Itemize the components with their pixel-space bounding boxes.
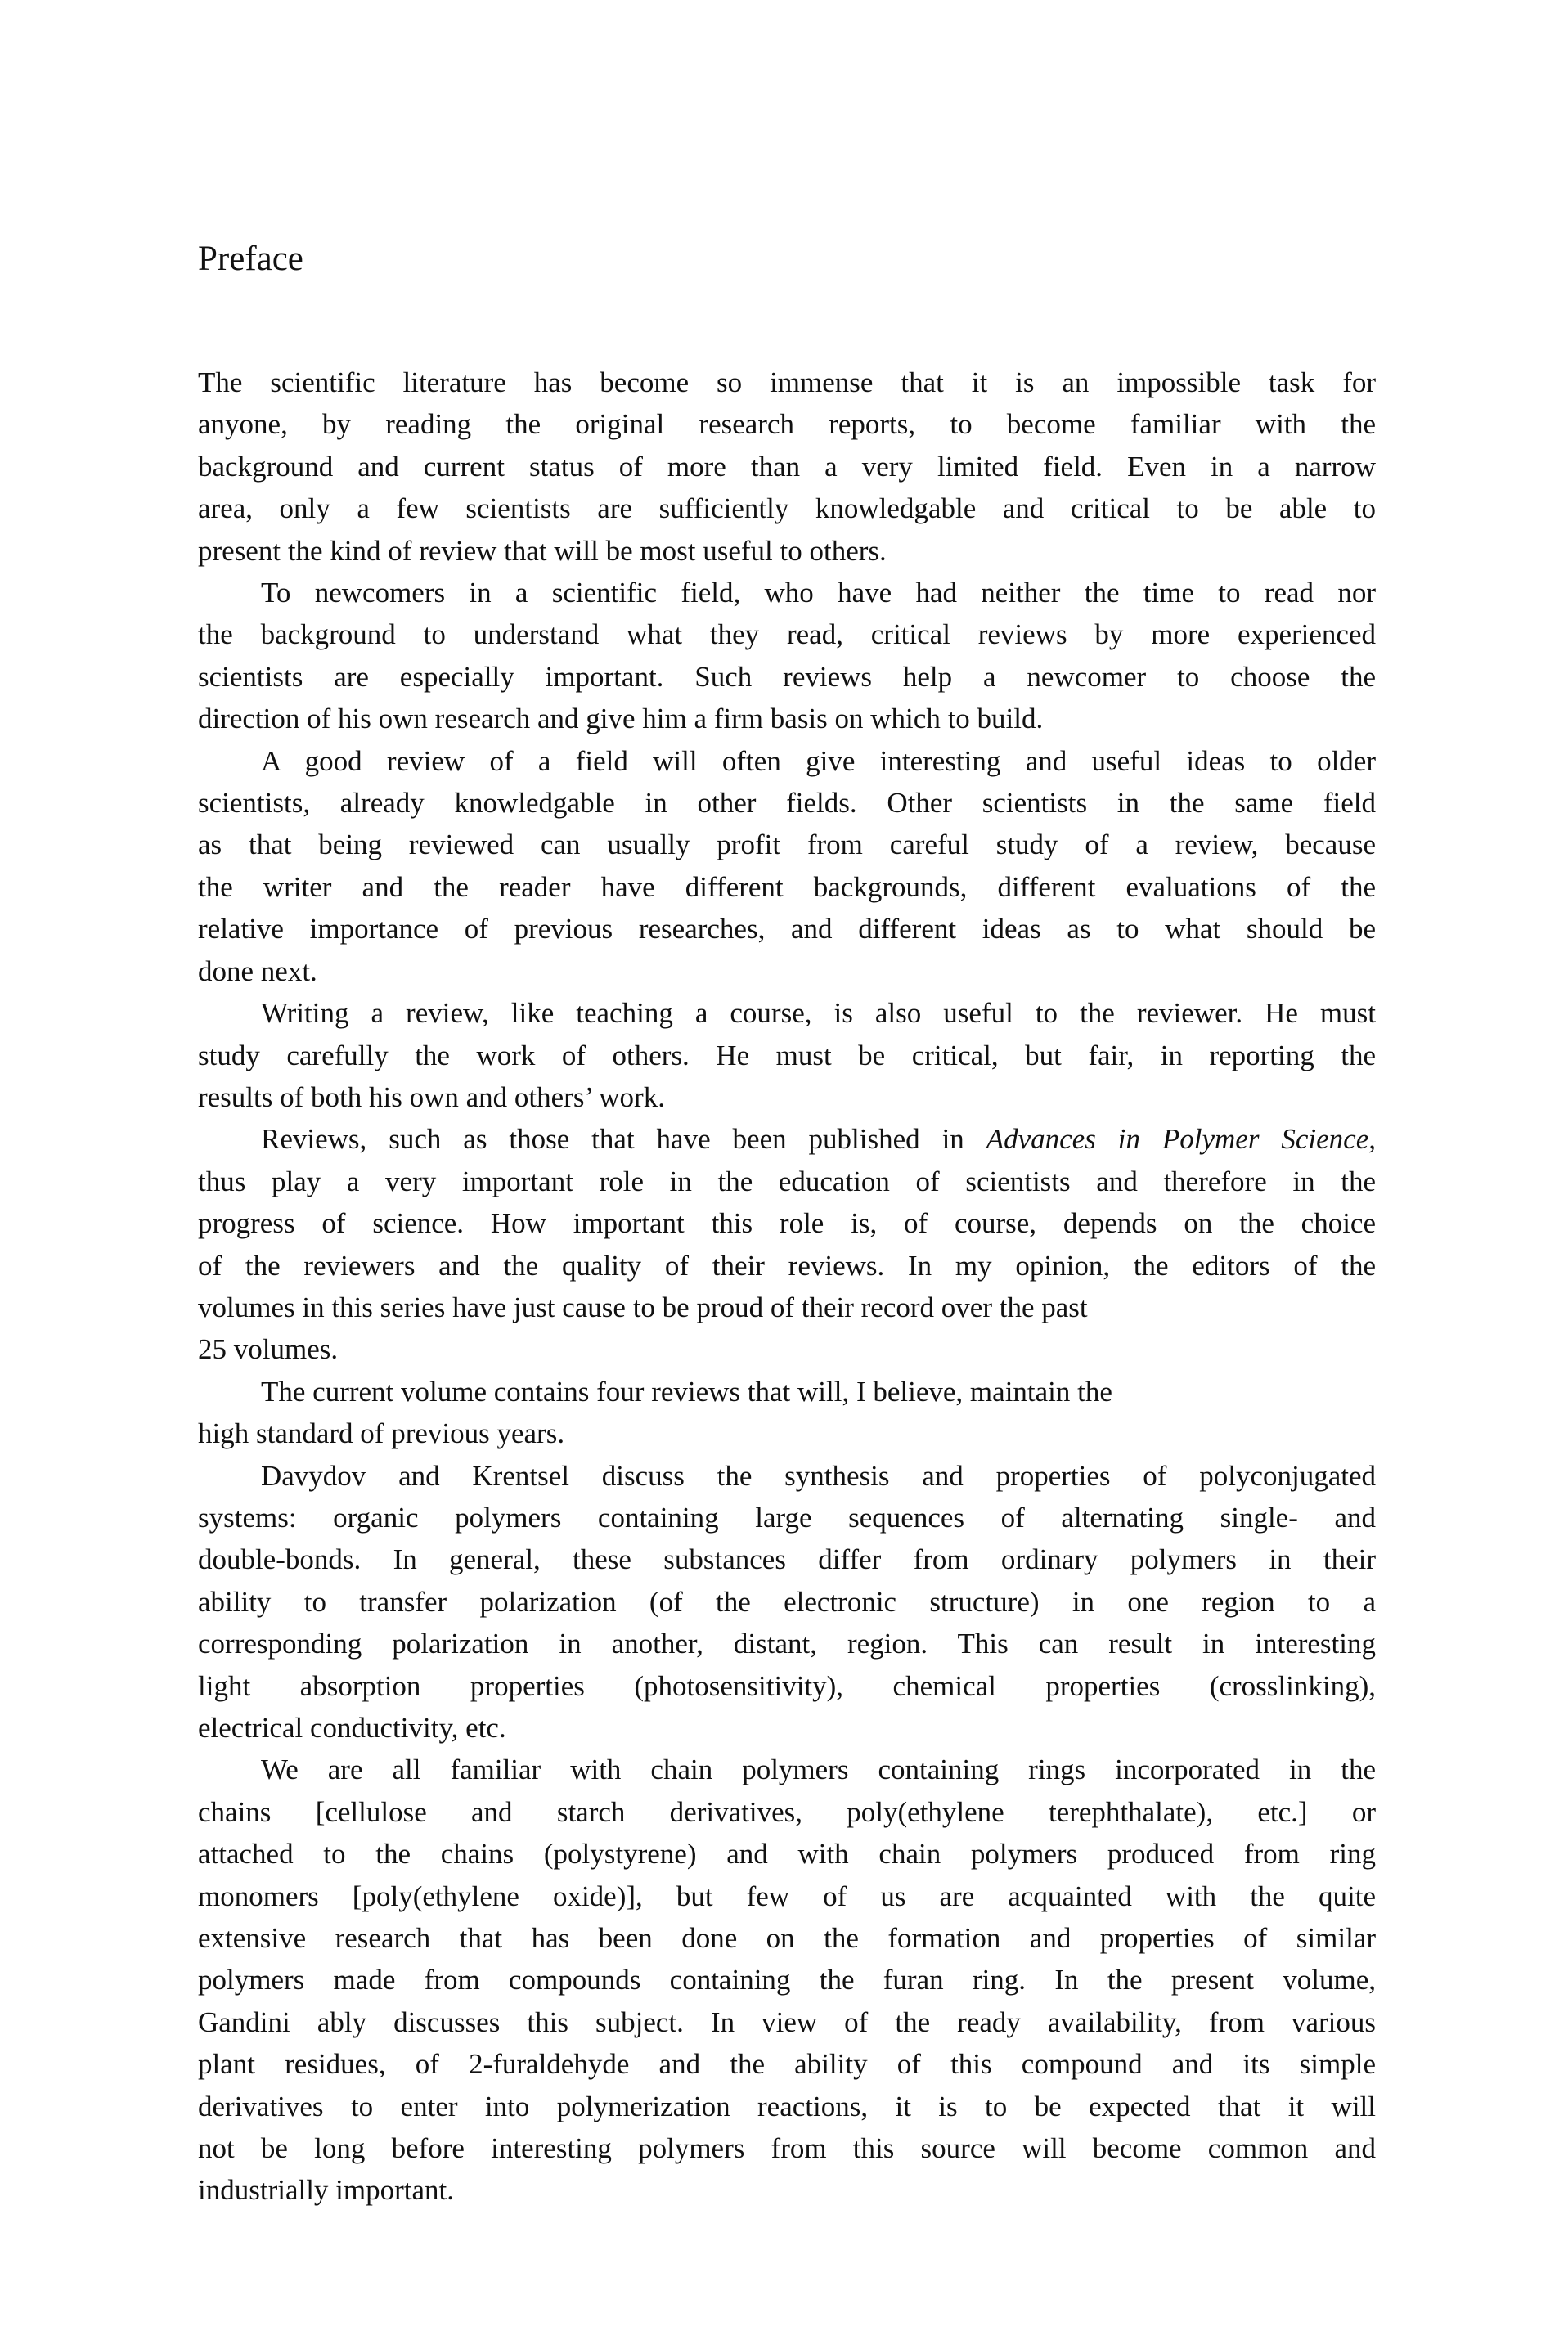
- text-line: plant residues, of 2-furaldehyde and the ability of this compound and its simple: [198, 2048, 1376, 2081]
- text-line: extensive research that has been done on the formation and properties of similar: [198, 1922, 1376, 1955]
- text-line: chains [cellulose and starch derivatives, poly(ethylene terephthalate), etc.] or: [198, 1795, 1376, 1828]
- text-line: double-bonds. In general, these substances differ from ordinary polymers in their: [198, 1543, 1376, 1576]
- text-line: progress of science. How important this role is, of course, depends on the choice: [198, 1207, 1376, 1240]
- text-line: The current volume contains four reviews that will, I believe, maintain the: [261, 1375, 1112, 1408]
- text-line: the background to understand what they read, critical reviews by more experienced: [198, 618, 1376, 651]
- text-line: anyone, by reading the original research reports, to become familiar with the: [198, 408, 1376, 441]
- text-line: area, only a few scientists are sufficiently knowledgable and critical to be able to: [198, 492, 1376, 525]
- paragraph-4: [198, 992, 1376, 1118]
- text-line: attached to the chains (polystyrene) and with chain polymers produced from ring: [198, 1838, 1376, 1871]
- text-line: The scientific literature has become so immense that it is an impossible task for: [198, 366, 1376, 398]
- paragraph-3: [198, 740, 1376, 992]
- text-line: study carefully the work of others. He must be critical, but fair, in reporting the: [198, 1039, 1376, 1071]
- text-line: ability to transfer polarization (of the electronic structure) in one region to a: [198, 1585, 1376, 1618]
- journal-title: Advances in Polymer Science,: [986, 1123, 1376, 1156]
- text-line: We are all familiar with chain polymers containing rings incorporated in the: [261, 1754, 1376, 1786]
- text-line: not be long before interesting polymers from this source will become common and: [198, 2132, 1376, 2165]
- text-line: Writing a review, like teaching a course, is also useful to the reviewer. He must: [261, 997, 1376, 1030]
- text-line: light absorption properties (photosensitivity), chemical properties (crosslinking),: [198, 1669, 1376, 1702]
- text-line: direction of his own research and give him a firm basis on which to build.: [198, 703, 1044, 735]
- text-line: high standard of previous years.: [198, 1417, 565, 1450]
- paragraph-1: [198, 362, 1376, 572]
- text-line: done next.: [198, 954, 317, 987]
- text-line: present the kind of review that will be most useful to others.: [198, 534, 887, 567]
- text-line: thus play a very important role in the education of scientists and therefore in the: [198, 1165, 1376, 1197]
- text-line: electrical conductivity, etc.: [198, 1712, 506, 1744]
- text-line: derivatives to enter into polymerization reactions, it is to be expected that it will: [198, 2090, 1376, 2122]
- paragraph-6: [198, 1371, 1376, 1455]
- text-line: of the reviewers and the quality of their reviews. In my opinion, the editors of the: [198, 1249, 1376, 1282]
- text-line: scientists are especially important. Such reviews help a newcomer to choose the: [198, 660, 1376, 693]
- text-line: A good review of a field will often give interesting and useful ideas to older: [261, 744, 1376, 777]
- text-line: systems: organic polymers containing large sequences of alternating single- and: [198, 1501, 1376, 1534]
- text-line: industrially important.: [198, 2174, 455, 2207]
- text-line: relative importance of previous researches, and different ideas as to what should be: [198, 913, 1376, 945]
- text-line: Davydov and Krentsel discuss the synthesis and properties of polyconjugated: [261, 1459, 1376, 1492]
- text-line: To newcomers in a scientific field, who have had neither the time to read nor: [261, 577, 1376, 609]
- text-line: monomers [poly(ethylene oxide)], but few of us are acquainted with the quite: [198, 1880, 1376, 1912]
- paragraph-5: [198, 1118, 1376, 1370]
- page-title: Preface: [198, 240, 303, 278]
- text-line-start: Reviews, such as those that have been published in: [261, 1123, 986, 1156]
- text-line: Gandini ably discusses this subject. In view of the ready availability, from various: [198, 2005, 1376, 2038]
- text-line: results of both his own and others’ work.: [198, 1080, 665, 1113]
- text-line: volumes in this series have just cause to be proud of their record over the past: [198, 1291, 1088, 1323]
- text-line: the writer and the reader have different backgrounds, different evaluations of the: [198, 870, 1376, 903]
- text-line: polymers made from compounds containing the furan ring. In the present volume,: [198, 1964, 1376, 1996]
- text-line: scientists, already knowledgable in other fields. Other scientists in the same field: [198, 787, 1376, 820]
- text-line: [198, 1118, 1376, 1160]
- text-line: corresponding polarization in another, distant, region. This can result in interesting: [198, 1628, 1376, 1660]
- text-line: background and current status of more than a very limited field. Even in a narrow: [198, 450, 1376, 483]
- paragraph-7: [198, 1455, 1376, 1749]
- text-line: 25 volumes.: [198, 1333, 339, 1366]
- text-line: as that being reviewed can usually profit from careful study of a review, because: [198, 829, 1376, 861]
- paragraph-2: [198, 572, 1376, 740]
- preface-page: [198, 237, 1376, 2212]
- paragraph-8: [198, 1749, 1376, 2211]
